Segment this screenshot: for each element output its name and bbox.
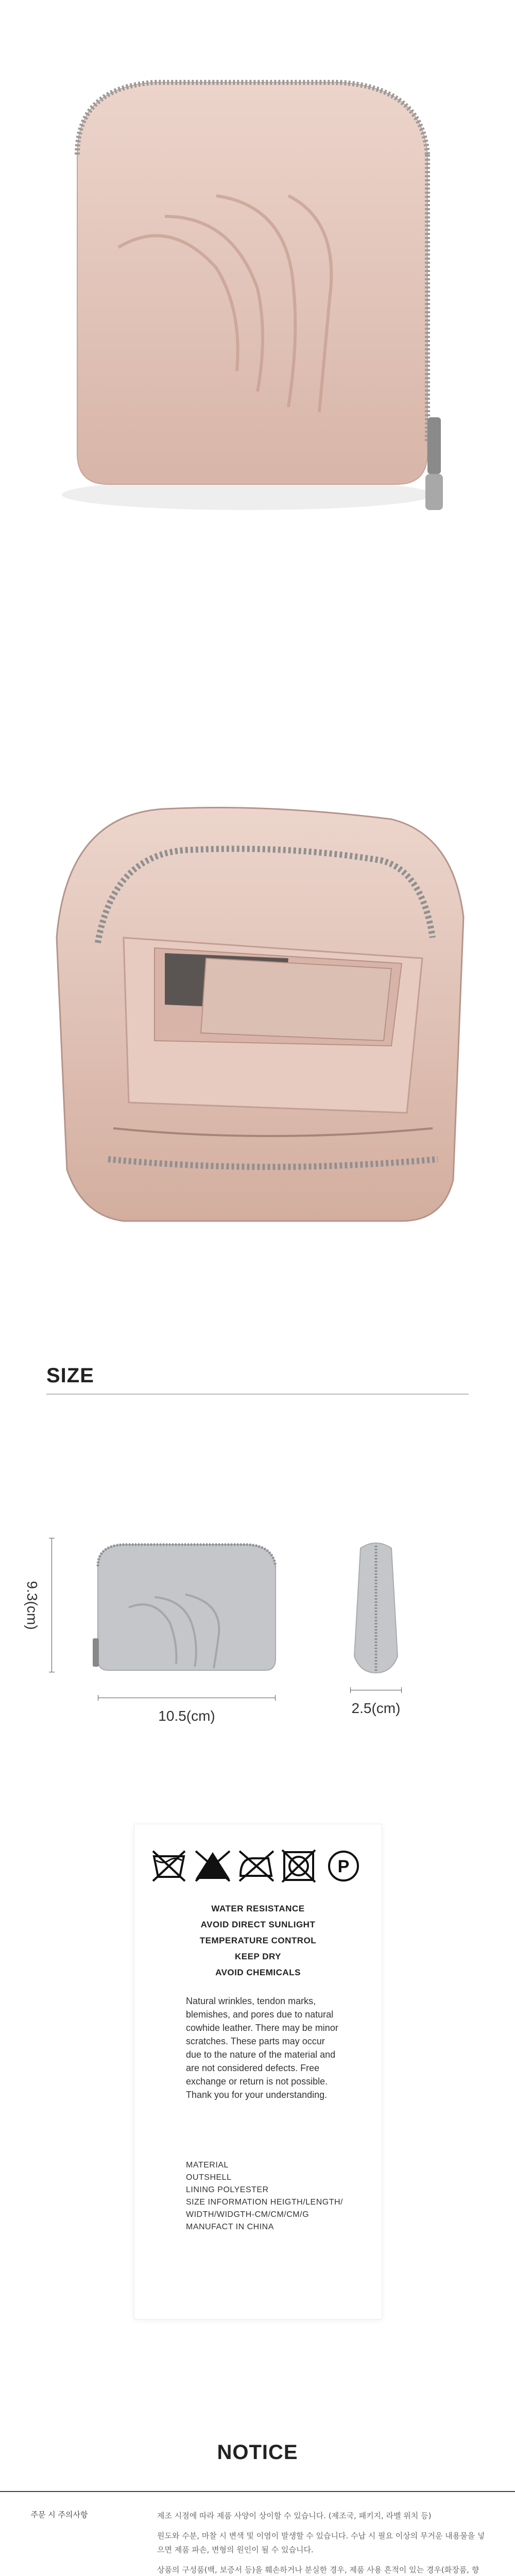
depth-label: 2.5(cm) (351, 1700, 401, 1716)
do-not-wash-icon (153, 1851, 185, 1881)
care-spec-line: OUTSHELL (186, 2173, 232, 2182)
width-dimension-tick-right (275, 1695, 276, 1701)
care-icon-row (150, 1845, 366, 1889)
notice-row-label: 주문 시 주의사항 (30, 2510, 88, 2519)
care-instructions (134, 1901, 382, 1980)
care-spec-line: MATERIAL (186, 2161, 229, 2170)
care-spec-line: WIDTH/WIDGTH-CM/CM/CM/G (186, 2210, 310, 2219)
care-body-text: Natural wrinkles, tendon marks, blemishes, and pores due to natural cowhide leather. There may be minor scratches. These parts may occur due to the nature of the material and are not considered defects. Free exchange or return is not possible. Thank you for your understanding. (186, 1996, 338, 2100)
product-photo-front (0, 0, 515, 618)
care-instruction: WATER RESISTANCE (211, 1904, 305, 1913)
care-label (134, 1824, 382, 2319)
care-spec-line: LINING POLYESTER (186, 2185, 269, 2194)
care-spec-list (186, 2159, 351, 2233)
size-diagram-side (340, 1538, 412, 1679)
product-photo-open (0, 649, 515, 1283)
care-spec-line: SIZE INFORMATION HEIGTH/LENGTH/ (186, 2198, 343, 2207)
notice-top-rule (0, 2491, 515, 2492)
notice-paragraph: 제조 시점에 따라 제품 사양이 상이할 수 있습니다. (제조국, 패키지, 라벨 위치 등) (157, 2511, 432, 2520)
dry-clean-p-icon (329, 1852, 358, 1880)
size-section-title: SIZE (46, 1364, 94, 1387)
size-diagram-front (67, 1535, 304, 1692)
care-instruction: AVOID CHEMICALS (215, 1968, 301, 1977)
height-label: 9.3(cm) (24, 1581, 40, 1630)
care-instruction: TEMPERATURE CONTROL (199, 1936, 317, 1945)
size-divider (46, 1394, 469, 1395)
depth-dimension-tick-right (401, 1687, 402, 1693)
depth-dimension-tick-left (350, 1687, 351, 1693)
do-not-iron-icon (239, 1851, 273, 1881)
care-spec-line: MANUFACT IN CHINA (186, 2223, 274, 2231)
notice-row-content (157, 2509, 487, 2576)
notice-paragraph: 원도와 수분, 마찰 시 변색 및 이염이 발생할 수 있습니다. 수납 시 필요 이상의 무거운 내용물을 넣으면 제품 파손, 변형의 원인이 될 수 있습니다. (157, 2531, 485, 2554)
care-instruction: AVOID DIRECT SUNLIGHT (200, 1920, 316, 1929)
width-label: 10.5(cm) (158, 1708, 215, 1724)
notice-paragraph: 상품의 구성품(백, 보증서 등)을 훼손하거나 분실한 경우, 제품 사용 흔적이 있는 경우(화장품, 향 (157, 2565, 479, 2574)
care-instruction: KEEP DRY (235, 1952, 281, 1961)
do-not-tumble-dry-icon (282, 1850, 315, 1882)
svg-text:P: P (337, 1857, 350, 1876)
notice-title: NOTICE (217, 2441, 298, 2464)
do-not-bleach-icon (196, 1851, 230, 1881)
